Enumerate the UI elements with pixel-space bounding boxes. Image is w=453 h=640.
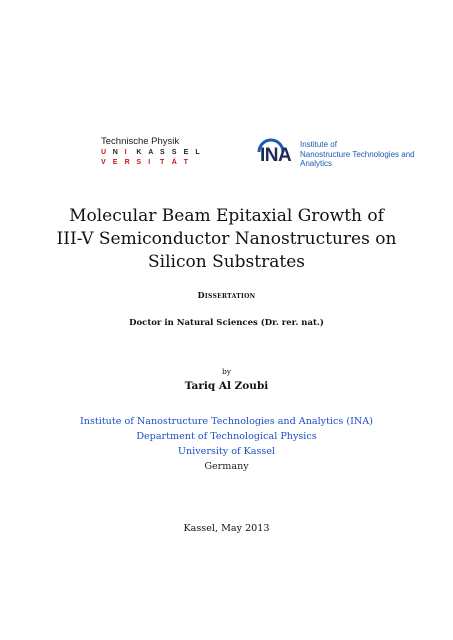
- logo-letter: K: [136, 149, 142, 156]
- logo-letter: N: [112, 149, 118, 156]
- ina-name-line: Nanostructure Technologies and: [300, 149, 415, 159]
- ina-mark: [252, 136, 296, 170]
- thesis-title: [0, 205, 453, 274]
- logo-letter: E: [112, 159, 118, 166]
- kassel-physics-logo: [101, 136, 211, 168]
- logo-letter: T: [159, 159, 165, 166]
- logo-letter: E: [183, 149, 189, 156]
- logo-letter: U: [101, 149, 107, 156]
- logo-row-versitaet: [101, 158, 211, 168]
- document-type: Dissertation: [197, 290, 256, 300]
- logo-letter: V: [101, 159, 106, 166]
- by-label: by: [221, 367, 232, 376]
- logo-letter: S: [171, 149, 177, 156]
- affiliation-line: Institute of Nanostructure Technologies and Analytics (INA): [80, 416, 373, 427]
- logo-letter: L: [195, 149, 200, 156]
- title-line: Molecular Beam Epitaxial Growth of: [69, 206, 384, 226]
- logo-letter: T: [183, 159, 188, 166]
- ina-name-line: Analytics: [300, 159, 333, 168]
- ina-acronym: INA: [260, 145, 292, 166]
- affiliation-line: Department of Technological Physics: [136, 431, 317, 442]
- title-line: III-V Semiconductor Nanostructures on: [56, 229, 397, 249]
- author-name: Tariq Al Zoubi: [184, 380, 269, 392]
- affiliation: [0, 414, 453, 474]
- logo-letter: Ä: [171, 159, 177, 166]
- title-line: Silicon Substrates: [148, 252, 305, 272]
- logo-letter: S: [136, 159, 142, 166]
- logo-letter: R: [124, 159, 130, 166]
- logo-title: Technische Physik: [101, 136, 180, 147]
- ina-name: [300, 140, 415, 169]
- logo-letter: I: [124, 149, 127, 156]
- ina-logo: [252, 136, 415, 172]
- affiliation-line: University of Kassel: [177, 446, 276, 457]
- logo-letter: S: [159, 149, 165, 156]
- country: Germany: [204, 461, 249, 472]
- degree: Doctor in Natural Sciences (Dr. rer. nat.): [129, 318, 324, 328]
- logo-letter: I: [148, 159, 151, 166]
- logo-letter: A: [148, 149, 154, 156]
- place-date: Kassel, May 2013: [183, 523, 270, 534]
- logo-row-unikassel: [101, 148, 211, 158]
- ina-name-line: Institute of: [300, 140, 337, 149]
